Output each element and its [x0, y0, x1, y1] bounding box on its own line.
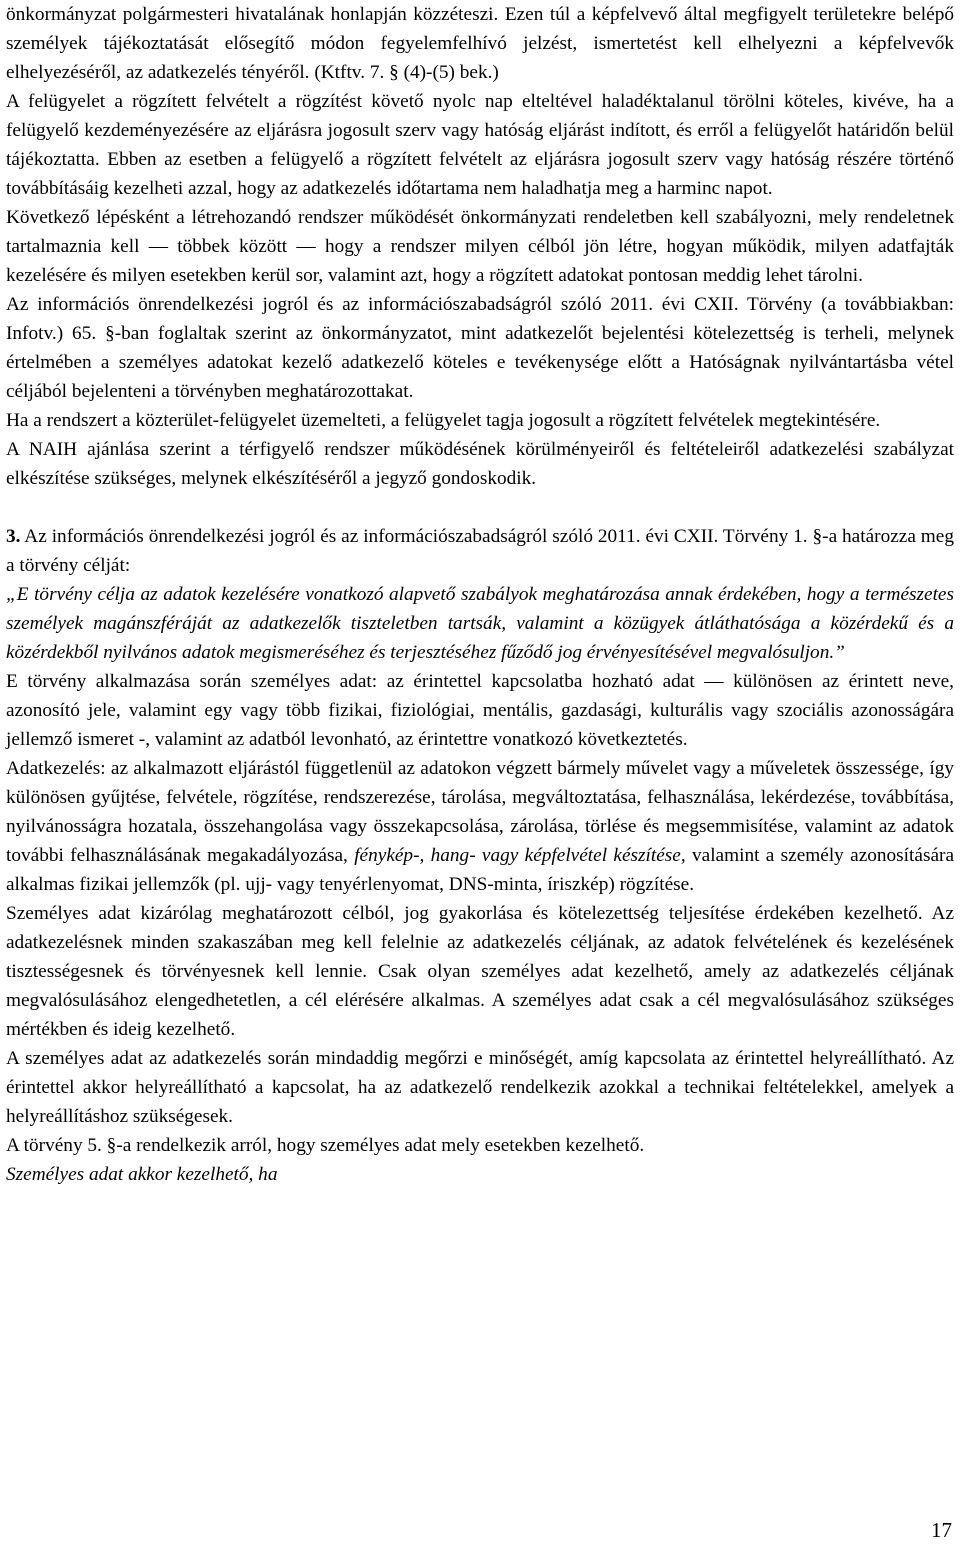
paragraph-gap [6, 493, 954, 522]
document-body [6, 0, 954, 1189]
paragraph-szemelyes-adat: E törvény alkalmazása során személyes adat: az érintettel kapcsolatba hozható adat — különösen az érintett neve, azonosító jele, valamint egy vagy több fizikai, fiziológiai, mentális, gazdasági, kulturális vagy szociális azonosságára jellemző ismeret -, valamint az adatból levonható, az érintettre vonatkozó következtetés. [6, 671, 954, 750]
adatkezeles-text-c: valamint a személy azonosítására alkalmas fizikai jellemzők (pl. ujj- vagy tenyérlenyomat, DNS-minta, íriszkép) rögzítése. [6, 845, 954, 895]
paragraph-adatkezeles [6, 754, 954, 899]
paragraph-kezelheto-ha: Személyes adat akkor kezelhető, ha [6, 1164, 278, 1185]
page-number: 17 [931, 1518, 952, 1542]
quote-torveny-celja: „E törvény célja az adatok kezelésére vonatkozó alapvető szabályok meghatározása annak érdekében, hogy a természetes személyek magánszféráját az adatkezelők tiszteletben tartsák, valamint a közügyek átláthatósága a közérdekű és a közérdekből nyilvános adatok megismeréséhez és terjesztéséhez fűződő jog érvényesítésével megvalósuljon.” [6, 584, 954, 663]
paragraph-section-3 [6, 522, 954, 580]
paragraph-felugyelet: A felügyelet a rögzített felvételt a rögzítést követő nyolc nap elteltével haladéktalanul törölni köteles, kivéve, ha a felügyelő kezdeményezésére az eljárásra jogosult szerv vagy hatóság eljárást indított, és erről a felügyelőt határidőn belül tájékoztatta. Ebben az esetben a felügyelő a rögzített felvételt az eljárásra jogosult szerv vagy hatóság részére történő továbbításáig kezelheti azzal, hogy az adatkezelés időtartama nem haladhatja meg a harminc napot. [6, 91, 954, 199]
adatkezeles-text-a: Adatkezelés: az alkalmazott eljárástól függetlenül az adatokon végzett bármely művelet vagy a műveletek összessége, így különösen gyűjtése, felvétele, rögzítése, rendszerezése, tárolása, megváltoztatása, felhasználása, lekérdezése, továbbítása, nyilvánosságra hozatala, összehangolása vagy összekapcsolása, zárolása, törlése és megsemmisítése, valamint az adatok további felhasználásának megakadályozása, [6, 758, 954, 866]
paragraph-kovetkezo-lepes: Következő lépésként a létrehozandó rendszer működését önkormányzati rendeletben kell szabályozni, mely rendeletnek tartalmaznia kell — többek között — hogy a rendszer milyen célból jön létre, hogyan működik, milyen adatfajták kezelésére és milyen esetekben kerül sor, valamint azt, hogy a rögzített adatokat pontosan meddig lehet tárolni. [6, 207, 954, 286]
paragraph-5-paragrafus: A törvény 5. §-a rendelkezik arról, hogy személyes adat mely esetekben kezelhető. [6, 1135, 645, 1156]
paragraph-ktftv: önkormányzat polgármesteri hivatalának honlapján közzéteszi. Ezen túl a képfelvevő által megfigyelt területekre belépő személyek tájékoztatását elősegítő módon fegyelemfelhívó jelzést, ismertetést kell elhelyezni a képfelvevők elhelyezéséről, az adatkezelés tényéről. (Ktftv. 7. § (4)-(5) bek.) [6, 4, 954, 83]
paragraph-naih: A NAIH ajánlása szerint a térfigyelő rendszer működésének körülményeiről és feltételeiről adatkezelési szabályzat elkészítése szükséges, melynek elkészítéséről a jegyző gondoskodik. [6, 439, 954, 489]
paragraph-celhoz-kotottseg: Személyes adat kizárólag meghatározott célból, jog gyakorlása és kötelezettség teljesítése érdekében kezelhető. Az adatkezelésnek minden szakaszában meg kell felelnie az adatkezelés céljának, az adatok felvételének és kezelésének tisztességesnek és törvényesnek kell lennie. Csak olyan személyes adat kezelhető, amely az adatkezelés céljának megvalósulásához elengedhetetlen, a cél elérésére alkalmas. A személyes adat csak a cél megvalósulásához szükséges mértékben és ideig kezelhető. [6, 903, 954, 1040]
paragraph-kozterulet: Ha a rendszert a közterület-felügyelet üzemelteti, a felügyelet tagja jogosult a rögzített felvételek megtekintésére. [6, 410, 881, 431]
section-3-text: Az információs önrendelkezési jogról és az információszabadságról szóló 2011. évi CXII. Törvény 1. §-a határozza meg a törvény célját: [6, 526, 954, 576]
paragraph-minoseg: A személyes adat az adatkezelés során mindaddig megőrzi e minőségét, amíg kapcsolata az érintettel helyreállítható. Az érintettel akkor helyreállítható a kapcsolat, ha az adatkezelő rendelkezik azokkal a technikai feltételekkel, amelyek a helyreállításhoz szükségesek. [6, 1048, 954, 1127]
paragraph-infotv-65: Az információs önrendelkezési jogról és az információszabadságról szóló 2011. évi CXII. Törvény (a továbbiakban: Infotv.) 65. §-ban foglaltak szerint az önkormányzatot, mint adatkezelőt bejelentési kötelezettség is terheli, melynek értelmében a személyes adatokat kezelő adatkezelő köteles e tevékenysége előtt a Hatóságnak nyilvántartásba vétel céljából bejelenteni a törvényben meghatározottakat. [6, 294, 954, 402]
adatkezeles-text-italic: fénykép-, hang- vagy képfelvétel készítése, [354, 845, 686, 866]
section-number: 3. [6, 526, 21, 547]
